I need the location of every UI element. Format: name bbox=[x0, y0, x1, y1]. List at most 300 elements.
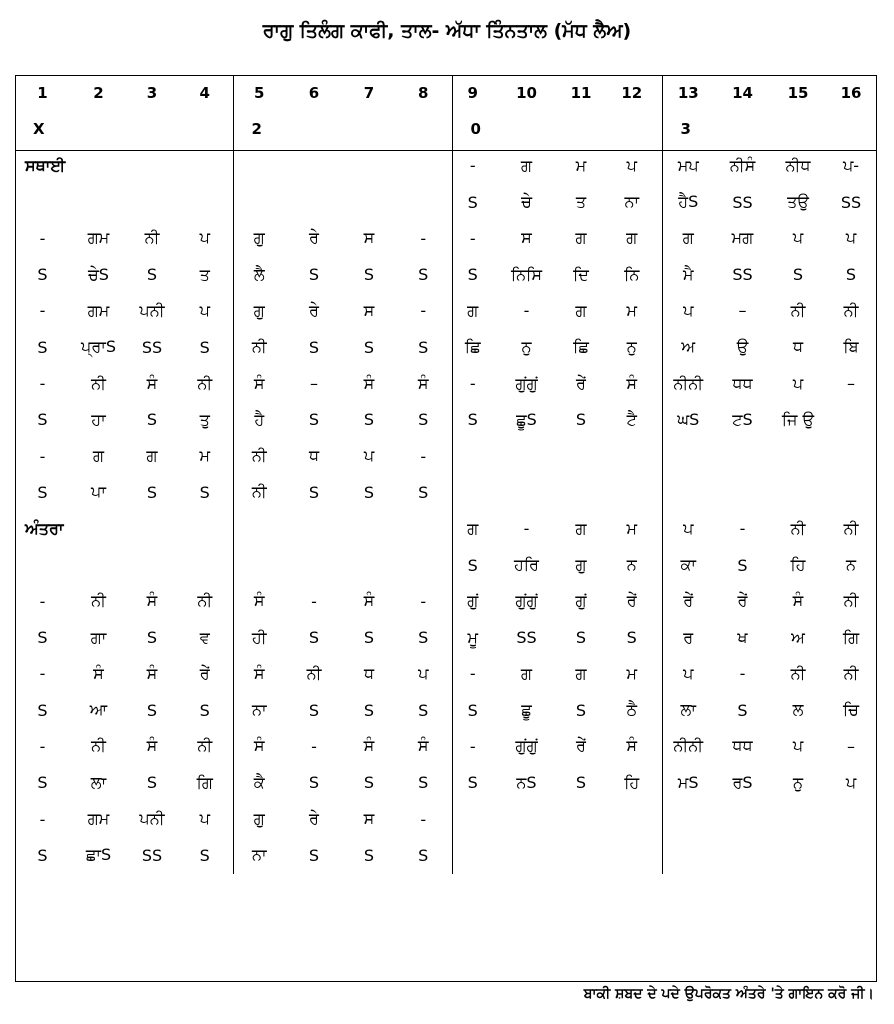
note-cell bbox=[560, 837, 602, 873]
note-cell: S bbox=[737, 555, 748, 575]
note-cell: S bbox=[308, 265, 320, 285]
note-cell: ਹੀ bbox=[233, 619, 285, 655]
beat-number: 13 bbox=[662, 75, 714, 111]
note-cell bbox=[15, 184, 70, 220]
section-label-antara: ਅੰਤਰਾ bbox=[25, 518, 64, 538]
note-cell bbox=[662, 801, 714, 837]
note-cell: ਰS bbox=[732, 772, 753, 792]
note-cell: ਛੂS bbox=[516, 409, 537, 429]
note-cell: ਨੀਨੀ bbox=[662, 365, 714, 401]
note-cell: S bbox=[308, 482, 320, 502]
note-cell: ਸ bbox=[363, 809, 375, 829]
note-cell: S bbox=[792, 265, 804, 285]
note-cell: ਨੁ bbox=[792, 772, 803, 792]
note-cell: - bbox=[739, 664, 746, 684]
note-cell: ਬਿ bbox=[843, 337, 859, 357]
note-cell: S bbox=[199, 337, 210, 357]
note-cell: - bbox=[39, 301, 46, 321]
note-cell: - bbox=[452, 365, 493, 401]
note-cell: ਉ bbox=[736, 337, 749, 357]
note-cell: ਸ bbox=[363, 228, 375, 248]
note-cell bbox=[285, 148, 343, 184]
note-cell: SS bbox=[141, 845, 163, 865]
note-cell: ਗੁ bbox=[575, 555, 587, 574]
note-cell: S bbox=[452, 547, 493, 583]
note-cell: ਸੰ bbox=[363, 736, 375, 756]
note-cell: S bbox=[37, 482, 48, 502]
note-cell bbox=[771, 837, 825, 873]
note-cell: S bbox=[418, 265, 429, 285]
note-cell: - bbox=[311, 736, 317, 756]
note-cell bbox=[343, 511, 395, 547]
note-cell: ਪਾ bbox=[91, 482, 106, 502]
note-cell: ਗ bbox=[520, 663, 533, 683]
note-cell: ਮ bbox=[626, 518, 638, 538]
note-cell: ਨੀ bbox=[790, 663, 806, 683]
beat-number: 6 bbox=[308, 84, 320, 103]
note-cell: ਗਮ bbox=[87, 809, 110, 829]
note-cell: ਪ bbox=[626, 155, 637, 175]
note-cell: S bbox=[363, 410, 375, 430]
note-cell: ਗ bbox=[452, 293, 493, 329]
note-cell: ਤਉ bbox=[787, 192, 809, 212]
note-cell: - bbox=[452, 148, 493, 184]
note-cell: ਸੰ bbox=[233, 365, 285, 401]
note-cell: ਛਿ bbox=[452, 329, 493, 365]
note-cell: S bbox=[199, 700, 210, 720]
note-cell: S bbox=[308, 628, 320, 648]
note-cell: ਲਾ bbox=[662, 692, 714, 728]
note-cell: ਰੇ bbox=[309, 809, 319, 829]
note-cell: ਨੀਨੀ bbox=[662, 728, 714, 764]
note-cell: S bbox=[146, 700, 158, 720]
note-cell: ਪ bbox=[363, 446, 375, 466]
note-cell: - bbox=[739, 519, 746, 539]
beat-number: 14 bbox=[732, 84, 753, 103]
note-cell: S bbox=[452, 692, 493, 728]
note-cell: ਧਧ bbox=[732, 736, 753, 756]
note-cell: ਸੰ bbox=[363, 373, 375, 393]
note-cell: ਪ bbox=[662, 293, 714, 329]
note-cell: S bbox=[452, 256, 493, 292]
notation-row bbox=[15, 547, 877, 583]
note-cell: ਗ bbox=[626, 228, 638, 248]
note-cell: S bbox=[363, 482, 375, 502]
beat-number: 3 bbox=[146, 84, 158, 103]
note-cell: - bbox=[420, 591, 427, 611]
note-cell: - bbox=[39, 809, 46, 829]
note-cell bbox=[15, 547, 70, 583]
note-cell bbox=[493, 474, 560, 510]
note-cell bbox=[493, 438, 560, 474]
notation-row bbox=[15, 402, 877, 438]
note-cell: ਲ bbox=[792, 700, 804, 720]
note-cell: ਤੁ bbox=[199, 409, 210, 429]
note-cell: ਨੀ bbox=[306, 663, 322, 683]
note-cell: ਨੀ bbox=[197, 591, 213, 611]
note-cell: ਸੰ bbox=[233, 656, 285, 692]
note-cell bbox=[714, 837, 771, 873]
note-cell bbox=[602, 474, 662, 510]
note-cell: ਨ bbox=[626, 555, 637, 574]
note-cell: ਤ bbox=[199, 264, 210, 284]
note-cell: ਅ bbox=[662, 329, 714, 365]
note-cell bbox=[662, 474, 714, 510]
note-cell: S bbox=[845, 265, 857, 285]
note-cell: ਗ bbox=[575, 228, 587, 248]
note-cell bbox=[233, 148, 285, 184]
note-cell bbox=[771, 474, 825, 510]
note-cell: ਗੁਂਗੁਂ bbox=[515, 591, 538, 611]
note-cell: ਹੈ bbox=[233, 402, 285, 438]
note-cell: ਸੰ bbox=[233, 583, 285, 619]
note-cell bbox=[771, 438, 825, 474]
note-cell: S bbox=[363, 628, 375, 648]
note-cell: ਖ bbox=[737, 627, 748, 647]
note-cell bbox=[602, 837, 662, 873]
note-cell: S bbox=[418, 628, 429, 648]
note-cell: S bbox=[626, 628, 637, 648]
note-cell: ਟੈ bbox=[626, 409, 637, 429]
note-cell: ਪ bbox=[845, 772, 857, 792]
note-cell: ਛੂ bbox=[521, 700, 532, 720]
note-cell: ਗ bbox=[452, 511, 493, 547]
section-label-sthai: ਸਥਾਈ bbox=[25, 155, 66, 175]
notation-row bbox=[15, 837, 877, 873]
note-cell: ਛਿ bbox=[573, 337, 589, 357]
note-cell: S bbox=[418, 700, 429, 720]
note-cell bbox=[343, 184, 395, 220]
note-cell: ਗਮ bbox=[87, 228, 110, 248]
note-cell: ਨਾ bbox=[233, 837, 285, 873]
note-cell: ਸੰ bbox=[146, 373, 158, 393]
note-cell: S bbox=[418, 337, 429, 357]
note-cell: S bbox=[146, 265, 158, 285]
note-cell: ਸੰ bbox=[146, 591, 158, 611]
note-cell: ਚਿ bbox=[843, 700, 859, 720]
note-cell bbox=[395, 184, 452, 220]
note-cell bbox=[714, 801, 771, 837]
notation-row bbox=[15, 474, 877, 510]
note-cell: ਪਨੀ bbox=[139, 300, 165, 320]
note-cell: ਨਾ bbox=[624, 192, 640, 212]
note-cell: - bbox=[311, 591, 317, 611]
note-cell: ਨੀ bbox=[843, 591, 859, 611]
note-cell: S bbox=[199, 845, 210, 865]
beat-number-row bbox=[15, 75, 877, 111]
note-cell: S bbox=[37, 700, 48, 720]
note-cell: - bbox=[420, 301, 427, 321]
note-cell: ਨੀ bbox=[197, 373, 213, 393]
note-cell: ਸੰ bbox=[363, 591, 375, 611]
note-cell: ਰੇਂ bbox=[199, 663, 210, 683]
note-cell: ਸੰ bbox=[792, 591, 804, 611]
note-cell: ਗ bbox=[575, 518, 587, 538]
note-cell bbox=[602, 801, 662, 837]
beat-number: 4 bbox=[199, 84, 210, 103]
note-cell: ਛਾS bbox=[85, 845, 112, 865]
note-cell: S bbox=[452, 184, 493, 220]
note-cell: ਆ bbox=[89, 700, 108, 720]
note-cell: ਵ bbox=[199, 627, 210, 647]
note-cell: ਪ bbox=[418, 663, 429, 683]
note-cell: ਨੀ bbox=[91, 373, 106, 393]
note-cell: ਪ bbox=[199, 809, 210, 829]
footer-note: ਬਾਕੀ ਸ਼ਬਦ ਦੇ ਪਦੇ ਉਪਰੋਕਤ ਅੰਤਰੇ 'ਤੇ ਗਾਇਨ ਕਰੋ ਜੀ। bbox=[583, 986, 874, 1002]
note-cell: ਤ bbox=[575, 192, 587, 212]
note-cell: ਗੁ bbox=[233, 293, 285, 329]
note-cell: ਹੈS bbox=[662, 184, 714, 220]
note-cell: ਨੀ bbox=[790, 300, 806, 320]
note-cell: S bbox=[308, 700, 320, 720]
note-cell: S bbox=[737, 700, 748, 720]
note-cell: ਧ bbox=[308, 446, 320, 466]
note-cell bbox=[825, 474, 877, 510]
beat-number: 10 bbox=[516, 84, 537, 103]
note-cell: S bbox=[308, 410, 320, 430]
note-cell bbox=[452, 801, 493, 837]
notation-row bbox=[15, 511, 877, 547]
note-cell: ਗੁਂ bbox=[575, 591, 587, 611]
note-cell: ਰੇਂ bbox=[576, 736, 586, 756]
note-cell: ਮS bbox=[662, 765, 714, 801]
note-cell: ਨਾ bbox=[233, 692, 285, 728]
note-cell: ਰੇ bbox=[309, 300, 319, 320]
vibhag-marker: 0 bbox=[452, 111, 662, 147]
note-cell: ਰੇਂ bbox=[576, 373, 586, 393]
note-cell: - bbox=[523, 301, 530, 321]
notation-row bbox=[15, 728, 877, 764]
note-cell: ਦਿ bbox=[573, 264, 589, 284]
note-cell: ਸੰ bbox=[93, 663, 104, 683]
beat-number: 11 bbox=[570, 84, 592, 103]
note-cell: – bbox=[310, 374, 318, 394]
beat-number: 12 bbox=[621, 84, 643, 103]
note-cell: ਪ- bbox=[842, 155, 860, 175]
note-cell: ਮ bbox=[626, 663, 638, 683]
note-cell: ਠੈ bbox=[626, 700, 637, 720]
note-cell: SS bbox=[141, 337, 163, 357]
note-cell: ਪ bbox=[845, 228, 857, 248]
note-cell bbox=[177, 547, 233, 583]
note-cell: S bbox=[146, 628, 158, 648]
note-cell: ਗੁ bbox=[233, 220, 285, 256]
note-cell: ਮੂ bbox=[452, 619, 493, 655]
note-cell: ਗ bbox=[662, 220, 714, 256]
note-cell: ਲਾ bbox=[90, 772, 107, 792]
note-cell bbox=[233, 511, 285, 547]
note-cell: ਨੀਸੰ bbox=[729, 155, 756, 175]
note-cell: ਮੈ bbox=[662, 256, 714, 292]
beat-number: 16 bbox=[840, 84, 862, 103]
vibhag-marker-row bbox=[15, 111, 877, 147]
note-cell: S bbox=[363, 845, 375, 865]
note-cell: ਗੁਂਗੁਂ bbox=[515, 373, 538, 393]
note-cell bbox=[395, 547, 452, 583]
note-cell: ਕੈ bbox=[233, 765, 285, 801]
note-cell bbox=[560, 801, 602, 837]
note-cell: ਰੇਂ bbox=[737, 591, 748, 611]
beat-number: 2 bbox=[93, 84, 104, 103]
note-cell bbox=[825, 837, 877, 873]
note-cell: - bbox=[39, 664, 46, 684]
notation-row bbox=[15, 656, 877, 692]
note-cell: ਪ bbox=[662, 656, 714, 692]
note-cell: S bbox=[146, 410, 158, 430]
note-cell: S bbox=[37, 337, 48, 357]
note-cell: ਰੇ bbox=[309, 228, 319, 248]
note-cell: - bbox=[452, 728, 493, 764]
note-cell: ਨੀ bbox=[843, 300, 859, 320]
note-cell bbox=[714, 438, 771, 474]
note-cell: ਗਿ bbox=[842, 627, 860, 647]
note-cell: SS bbox=[732, 192, 753, 212]
note-cell bbox=[602, 438, 662, 474]
note-cell: ਗੁਂ bbox=[452, 583, 493, 619]
note-cell: ਮ bbox=[575, 155, 587, 175]
note-cell: ਟS bbox=[732, 409, 753, 429]
note-cell bbox=[560, 438, 602, 474]
note-cell: ਨੁ bbox=[626, 337, 637, 357]
note-cell bbox=[285, 511, 343, 547]
note-cell: - bbox=[452, 220, 493, 256]
note-cell: - bbox=[420, 446, 427, 466]
note-cell: ਪ੍ਰਾS bbox=[81, 337, 116, 357]
note-cell: ਪਨੀ bbox=[139, 809, 165, 829]
note-cell: ਗ bbox=[575, 300, 587, 320]
note-cell bbox=[127, 547, 177, 583]
note-cell bbox=[662, 837, 714, 873]
note-cell: S bbox=[363, 700, 375, 720]
note-cell bbox=[343, 148, 395, 184]
note-cell bbox=[560, 474, 602, 510]
beat-number: 7 bbox=[363, 84, 375, 103]
note-cell: S bbox=[363, 265, 375, 285]
notation-row bbox=[15, 256, 877, 292]
note-cell: ਰ bbox=[662, 619, 714, 655]
note-cell: ਰੇਂ bbox=[662, 583, 714, 619]
notation-row bbox=[15, 148, 877, 184]
vibhag-marker: X bbox=[33, 120, 45, 139]
notation-row bbox=[15, 619, 877, 655]
notation-row bbox=[15, 293, 877, 329]
note-cell: ਪ bbox=[792, 736, 804, 756]
note-cell: ਗ bbox=[92, 446, 105, 466]
note-cell: S bbox=[363, 773, 375, 793]
note-cell: - bbox=[39, 736, 46, 756]
note-cell: S bbox=[418, 410, 429, 430]
note-cell: ਕਾ bbox=[662, 547, 714, 583]
note-cell: ਮਗ bbox=[731, 228, 754, 248]
note-cell: - bbox=[39, 228, 46, 248]
note-cell: ਹਿ bbox=[790, 555, 806, 574]
notation-row bbox=[15, 583, 877, 619]
note-cell bbox=[825, 801, 877, 837]
note-cell: - bbox=[420, 228, 427, 248]
note-cell: ਨੀ bbox=[91, 736, 106, 756]
note-cell: S bbox=[363, 337, 375, 357]
notation-row bbox=[15, 184, 877, 220]
note-cell bbox=[452, 474, 493, 510]
note-cell: ਲੈ bbox=[233, 256, 285, 292]
notation-row bbox=[15, 220, 877, 256]
note-cell bbox=[493, 837, 560, 873]
note-cell: ਨੀ bbox=[233, 438, 285, 474]
note-cell bbox=[285, 547, 343, 583]
note-cell bbox=[343, 547, 395, 583]
note-cell: ਮ bbox=[199, 446, 211, 466]
note-cell: – bbox=[847, 374, 855, 394]
note-cell: ਗਮ bbox=[87, 300, 110, 320]
note-cell: ਸੰ bbox=[146, 663, 158, 683]
note-cell bbox=[395, 511, 452, 547]
note-cell: ਨੀਧ bbox=[785, 155, 811, 175]
note-cell: ਨੀ bbox=[144, 228, 160, 248]
note-cell: ਗਾ bbox=[90, 627, 107, 647]
note-cell: ਪ bbox=[792, 373, 804, 393]
page-title: ਰਾਗੁ ਤਿਲੰਗ ਕਾਫੀ, ਤਾਲ- ਅੱਧਾ ਤਿੰਨਤਾਲ (ਮੱਧ ਲੈਅ) bbox=[262, 20, 632, 42]
note-cell: S bbox=[146, 482, 158, 502]
note-cell: ਪ bbox=[662, 511, 714, 547]
note-cell: S bbox=[199, 482, 210, 502]
note-cell: ਧ bbox=[792, 337, 804, 357]
vibhag-marker: 3 bbox=[662, 111, 877, 147]
note-cell: - bbox=[452, 656, 493, 692]
header-divider bbox=[15, 150, 877, 151]
note-cell: – bbox=[847, 736, 855, 756]
note-cell bbox=[395, 148, 452, 184]
note-cell: S bbox=[575, 700, 587, 720]
note-cell: S bbox=[37, 265, 48, 285]
note-cell: ਅ bbox=[791, 627, 805, 647]
note-cell: ਗ bbox=[146, 446, 158, 466]
notation-table bbox=[15, 75, 877, 874]
note-cell: ਗੁ bbox=[233, 801, 285, 837]
note-cell: ਨੀ bbox=[843, 518, 859, 538]
note-cell: S bbox=[575, 628, 587, 648]
note-cell: ਨੁ bbox=[521, 337, 532, 357]
note-cell: - bbox=[39, 374, 46, 394]
note-cell: – bbox=[738, 301, 747, 321]
note-cell: S bbox=[37, 410, 48, 430]
note-cell bbox=[662, 438, 714, 474]
note-cell: SS bbox=[516, 628, 537, 648]
note-cell: ਸੰ bbox=[417, 736, 429, 756]
note-cell: ਜਿ ਉ bbox=[781, 409, 815, 429]
note-cell: ਹਾ bbox=[91, 409, 106, 429]
note-cell: ਗਿ bbox=[196, 772, 213, 792]
note-cell: ਸ bbox=[363, 300, 375, 320]
note-cell: SS bbox=[732, 265, 753, 285]
note-cell: ਸ bbox=[521, 228, 532, 248]
note-cell bbox=[70, 184, 127, 220]
note-cell: ਮ bbox=[626, 300, 638, 320]
note-cell bbox=[771, 801, 825, 837]
note-cell: SS bbox=[840, 192, 862, 212]
beat-number: 5 bbox=[233, 75, 285, 111]
note-cell: ਨੀ bbox=[790, 518, 806, 538]
note-cell: ਨਿ bbox=[624, 264, 640, 284]
beat-number: 9 bbox=[452, 75, 493, 111]
note-cell: - bbox=[39, 446, 46, 466]
note-cell: ਸੰ bbox=[626, 736, 638, 756]
note-cell bbox=[177, 184, 233, 220]
note-cell: ਗ bbox=[520, 155, 533, 175]
notation-row bbox=[15, 329, 877, 365]
note-cell: - bbox=[39, 591, 46, 611]
note-cell: ਚੇS bbox=[88, 264, 109, 284]
note-cell: ਨS bbox=[516, 772, 537, 792]
